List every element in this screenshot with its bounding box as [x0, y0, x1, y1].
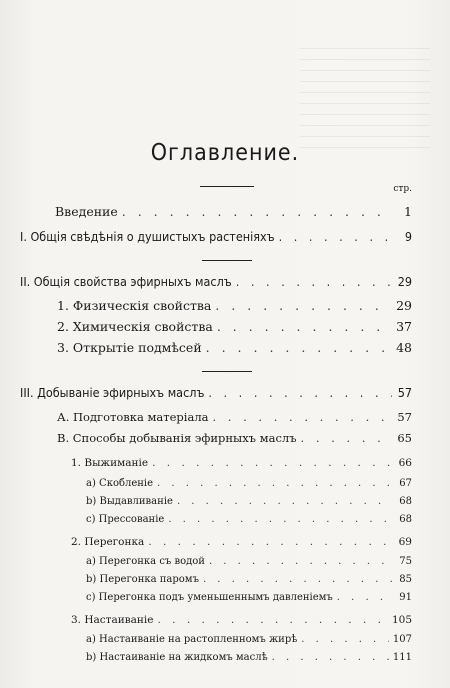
toc-entry-page: 85: [399, 574, 412, 585]
toc-leader-dots: [337, 592, 392, 603]
toc-leader-dots: [152, 457, 392, 469]
toc-entry: [57, 319, 412, 334]
section-divider: [202, 260, 252, 261]
toc-entry-text: b) Настаиваніе на жидкомъ маслѣ: [86, 652, 268, 663]
toc-entry-text: Введение: [55, 204, 118, 219]
toc-leader-dots: [215, 298, 392, 313]
toc-entry: [71, 457, 412, 469]
toc-leader-dots: [203, 574, 392, 585]
toc-entry-page: 65: [397, 431, 412, 445]
toc-entry-text: 3. Настаиваніе: [71, 614, 154, 626]
toc-entry: [57, 298, 412, 313]
toc-entry-text: a) Перегонка съ водой: [86, 556, 205, 567]
toc-entry: [71, 536, 412, 548]
toc-entry: [86, 592, 412, 603]
toc-leader-dots: [157, 478, 392, 489]
toc-entry: [71, 614, 412, 626]
toc-leader-dots: [236, 274, 392, 289]
page-title: Оглавление.: [150, 140, 300, 166]
toc-entry-text: I. Общія свѣдѣнія о душистыхъ растеніяхъ: [20, 229, 275, 244]
toc-leader-dots: [208, 385, 392, 400]
toc-entry: [57, 410, 412, 424]
toc-leader-dots: [177, 496, 392, 507]
toc-leader-dots: [122, 204, 392, 219]
toc-entry-page: 57: [397, 385, 412, 400]
toc-entry-page: 67: [399, 478, 412, 489]
toc-entry-text: 2. Химическія свойства: [57, 319, 213, 334]
toc-entry-page: 68: [399, 514, 412, 525]
toc-entry-page: 91: [399, 592, 412, 603]
toc-leader-dots: [217, 319, 392, 334]
toc-entry-page: 68: [399, 496, 412, 507]
section-divider: [202, 371, 252, 372]
toc-entry: [86, 556, 412, 567]
toc-entry-text: 1. Выжиманіе: [71, 457, 149, 469]
toc-entry-page: 29: [396, 298, 412, 313]
title-divider: [200, 186, 254, 187]
toc-entry: [20, 385, 412, 400]
toc-entry-page: 29: [397, 274, 412, 289]
toc-entry-text: 2. Перегонка: [71, 536, 145, 548]
toc-leader-dots: [157, 614, 387, 626]
toc-entry-text: 3. Открытіе подмѣсей: [57, 340, 202, 355]
toc-entry: [86, 574, 412, 585]
toc-entry: [20, 229, 412, 244]
toc-entry: [86, 514, 412, 525]
toc-entry-page: 9: [404, 229, 412, 244]
toc-entry-page: 57: [397, 410, 412, 424]
toc-entry-text: a) Настаиваніе на растопленномъ жирѣ: [86, 634, 298, 645]
toc-leader-dots: [301, 431, 392, 445]
toc-leader-dots: [148, 536, 392, 548]
toc-entry: [86, 634, 412, 645]
toc-entry-page: 1: [404, 204, 412, 219]
toc-entry: [86, 478, 412, 489]
toc-leader-dots: [272, 652, 389, 663]
toc-entry-text: c) Перегонка подъ уменьшеннымъ давленіемъ: [86, 592, 333, 603]
toc-entry-text: II. Общія свойства эфирныхъ маслъ: [20, 274, 232, 289]
toc-entry-page: 107: [392, 634, 412, 645]
toc-entry-text: 1. Физическія свойства: [57, 298, 212, 313]
toc-entry-page: 69: [398, 536, 412, 548]
page-column-label: стр.: [393, 184, 412, 194]
toc-leader-dots: [209, 556, 392, 567]
toc-entry-text: c) Прессованіе: [86, 514, 165, 525]
toc-entry-text: III. Добываніе эфирныхъ маслъ: [20, 385, 205, 400]
toc-entry-page: 66: [398, 457, 412, 469]
toc-entry-page: 111: [392, 652, 412, 663]
toc-entry: [86, 496, 412, 507]
toc-leader-dots: [206, 340, 392, 355]
toc-entry-page: 105: [391, 614, 412, 626]
toc-entry: [57, 340, 412, 355]
toc-entry-text: А. Подготовка матеріала: [57, 410, 209, 424]
toc-entry-text: b) Выдавливаніе: [86, 496, 173, 507]
toc-leader-dots: [301, 634, 389, 645]
toc-entry: [86, 652, 412, 663]
toc-leader-dots: [168, 514, 392, 525]
toc-entry: [55, 204, 412, 219]
toc-entry: [20, 274, 412, 289]
toc-entry-page: 75: [399, 556, 412, 567]
toc-entry-text: В. Способы добыванія эфирныхъ маслъ: [57, 431, 297, 445]
toc-leader-dots: [213, 410, 393, 424]
toc-entry-page: 37: [396, 319, 412, 334]
toc-entry-text: b) Перегонка паромъ: [86, 574, 199, 585]
toc-entry: [57, 431, 412, 445]
toc-entry-text: a) Скобленіе: [86, 478, 154, 489]
toc-entry-page: 48: [396, 340, 412, 355]
toc-leader-dots: [279, 229, 392, 244]
